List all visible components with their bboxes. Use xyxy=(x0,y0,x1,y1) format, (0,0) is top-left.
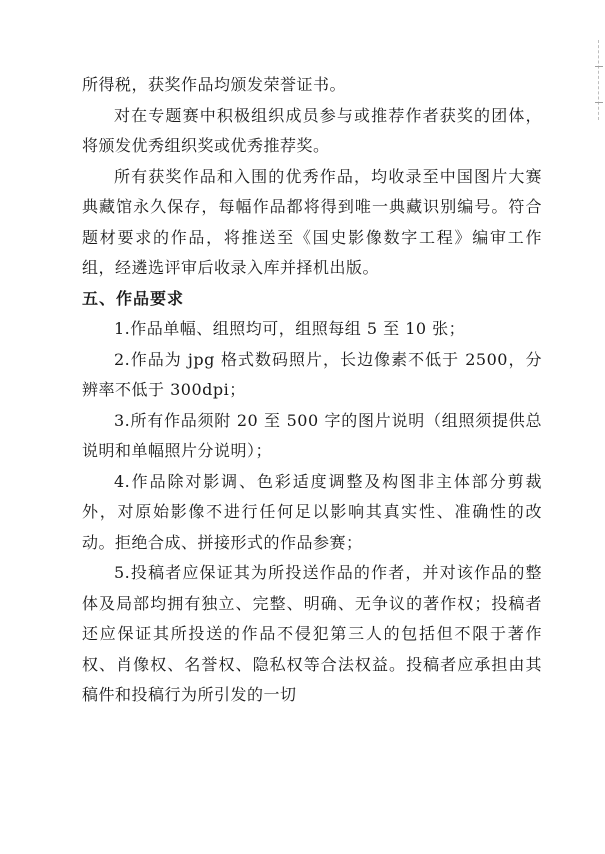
section-heading: 五、作品要求 xyxy=(82,288,185,308)
scan-tick-mark xyxy=(595,66,603,67)
paragraph-collection: 所有获奖作品和入围的优秀作品，均收录至中国图片大赛典藏馆永久保存，每幅作品都将得到唯一典藏识别编号。符合题材要求的作品，将推送至《国史影像数字工程》编审工作组，经遴选评审后收录入库并择机出版。 xyxy=(82,166,542,277)
paragraph-organization-award: 对在专题赛中积极组织成员参与或推荐作者获奖的团体，将颁发优秀组织奖或优秀推荐奖。 xyxy=(82,105,542,155)
requirement-item-2: 2.作品为 jpg 格式数码照片，长边像素不低于 2500，分辨率不低于 300dpi； xyxy=(82,349,542,399)
scan-tick-mark xyxy=(595,102,603,103)
requirement-item-4: 4.作品除对影调、色彩适度调整及构图非主体部分剪裁外，对原始影像不进行任何足以影响其真实性、准确性的改动。拒绝合成、拼接形式的作品参赛； xyxy=(82,471,542,552)
requirement-item-1: 1.作品单幅、组照均可，组照每组 5 至 10 张； xyxy=(114,319,466,338)
paragraph-tax-certificate: 所得税，获奖作品均颁发荣誉证书。 xyxy=(82,75,347,94)
document-page xyxy=(82,70,542,711)
scan-edge-mark xyxy=(596,40,599,120)
requirement-item-5: 5.投稿者应保证其为所投送作品的作者，并对该作品的整体及局部均拥有独立、完整、明确、无争议的著作权；投稿者还应保证其所投送的作品不侵犯第三人的包括但不限于著作权、肖像权、名誉权、隐私权等合法权益。投稿者应承担由其稿件和投稿行为所引发的一切 xyxy=(82,563,542,704)
requirement-item-3: 3.所有作品须附 20 至 500 字的图片说明（组照须提供总说明和单幅照片分说明）； xyxy=(82,410,542,460)
